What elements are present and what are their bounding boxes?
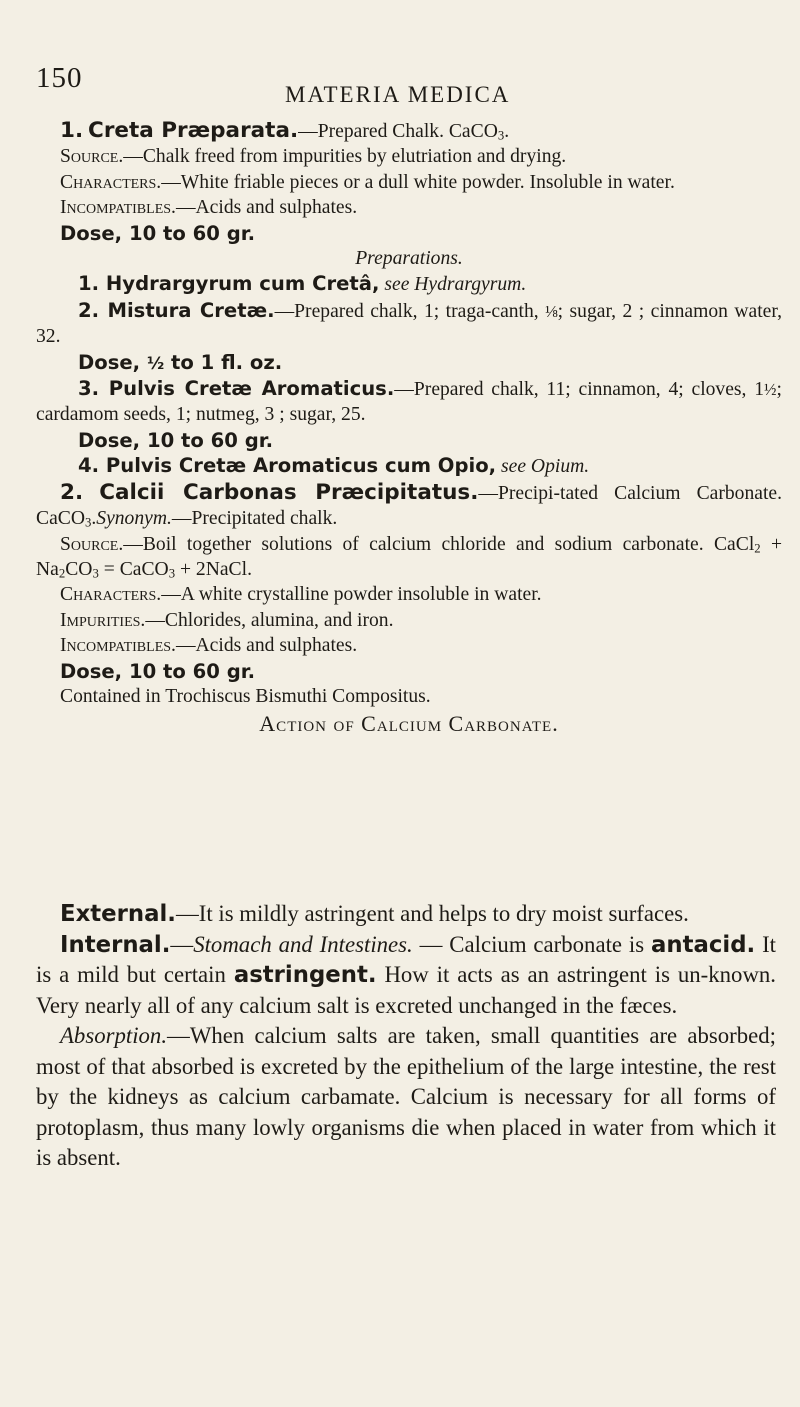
calcii-incompatibles: Incompatibles.—Acids and sulphates. (60, 635, 358, 657)
preparation-2-dose: Dose, ½ to 1 fl. oz. (78, 350, 283, 374)
preparation-3: 3. Pulvis Cretæ Aromaticus.—Prepared chalk, 11; cinnamon, 4; cloves, 1½; cardamom seeds, 1; nutmeg, 3 ; sugar, 25. (36, 377, 782, 426)
preparations-heading: Preparations. (355, 248, 463, 270)
internal-action: Internal.—Stomach and Intestines. — Calcium carbonate is antacid. It is a mild but certain astringent. How it acts as an astringent is un-known. Very nearly all of any calcium salt is excreted unchanged in the fæces. (36, 931, 777, 1018)
creta-source: Source.—Chalk freed from impurities by elutriation and drying. (60, 146, 567, 168)
calcii-title-line: 2. Calcii Carbonas Præcipitatus.—Precipi-tated Calcium Carbonate. CaCO$_3$.Synonym.—Precipitated chalk. (36, 479, 782, 530)
creta-characters: Characters.—White friable pieces or a dull white powder. Insoluble in water. (60, 171, 675, 193)
absorption-paragraph: Absorption.—When calcium salts are taken, small quantities are absorbed; most of that absorbed is excreted by the epithelium of the large intestine, the rest by the kidneys as calcium carbamate. Calcium is necessary for all forms of protoplasm, thus many lowly organisms die when placed in water from which it is absent. (36, 1023, 776, 1170)
running-title: MATERIA MEDICA (285, 82, 511, 107)
action-section (36, 899, 776, 1174)
page-number: 150 (36, 62, 83, 94)
preparation-3-dose: Dose, 10 to 60 gr. (78, 428, 274, 452)
calcii-source: Source.—Boil together solutions of calcium chloride and sodium carbonate. CaCl$_2$ + $Na_2CO_3$ = CaCO$_3$ + 2NaCl. (36, 533, 783, 581)
preparation-1: 1. Hydrargyrum cum Cretâ, see Hydrargyrum. (78, 272, 527, 296)
calcii-dose: Dose, 10 to 60 gr. (60, 659, 256, 683)
preparation-4: 4. Pulvis Cretæ Aromaticus cum Opio, see Opium. (78, 454, 590, 478)
creta-dose: Dose, 10 to 60 gr. (60, 221, 256, 245)
calcii-name: Calcii Carbonas Præcipitatus. (99, 479, 479, 505)
calcii-contained: Contained in Trochiscus Bismuthi Compositus. (60, 685, 431, 707)
monographs-section (36, 118, 782, 739)
calcii-characters: Characters.—A white crystalline powder insoluble in water. (60, 584, 542, 606)
preparation-2: 2. Mistura Cretæ.—Prepared chalk, 1; traga-canth, ⅛; sugar, 2 ; cinnamon water, 32. (36, 298, 782, 348)
creta-name: Creta Præparata. (88, 118, 299, 143)
calcii-impurities: Impurities.—Chlorides, alumina, and iron. (60, 609, 394, 631)
creta-title-line: 1. Creta Præparata.—Prepared Chalk. CaCO$_3$. (60, 118, 510, 143)
creta-incompatibles: Incompatibles.—Acids and sulphates. (60, 197, 358, 219)
external-action: External.—It is mildly astringent and helps to dry moist surfaces. (60, 901, 689, 927)
chemical-equation: CaCl$_2$ + $Na_2CO_3$ = CaCO$_3$ + 2NaCl. (36, 533, 783, 581)
action-heading: Action of Calcium Carbonate. (259, 711, 559, 737)
